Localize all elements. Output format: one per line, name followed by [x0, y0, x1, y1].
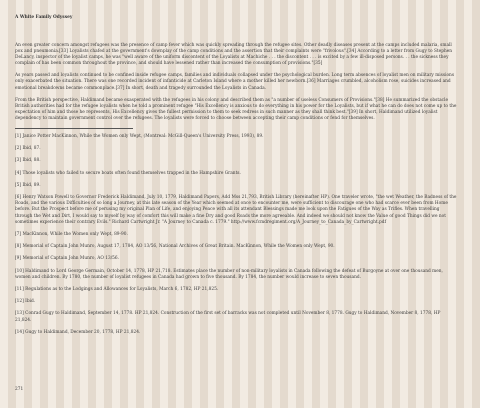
- footnote: [9] Memorial of Captain John Munro, AO 13/56.: [15, 256, 119, 262]
- paragraph: An even greater concern amongst refugees was the presence of camp fever which was quickly spreading through the refugee sites. Other deadly diseases present at the camps included malaria, small pox and pneumonia.[33] Loyalists chafed at the government's downplay of the camp conditions and the assertion that their complaints were "frivolous".[34] According to a letter from Gugy to Stephen DeLancy, inspector of the loyalist camps, he was "well aware of the uniform discontent of the Loyalists at Machiche . . . the discontent . . . is excited by a few ill-disposed persons. . . the sickness they complain of has been common throughout the province, and should have lessened rather than increased the consumption of provisions."[35]: [15, 43, 453, 67]
- page-number: 271: [15, 387, 24, 392]
- body-text: [15, 43, 458, 342]
- footnote: [12] Ibid.: [15, 299, 36, 305]
- footnote: [6] Henry Watson Powell to Governor Frederick Haldimand, July 10, 1779, Haldimand Papers, Add Mss 21,793, British Library (hereinafter HP). One traveler wrote, "the wet Weather, the Badness of the Roads, and the various Difficulties of so long a Journey, at this late season of the Year which seemed at once to encounter me, were sufficient to discourage one who had scarce ever been from Home before. But the Prospect before me of perusing my original Plan of Life, and enjoying Peace with all its attendant Blessings made me look upon the Fatigues of the Way as Trifles. When travelling through the Wet and Dirt, I would say to myself by way of comfort this will make a fine Dry and good Roads the more agreeable. And indeed we should not know the Value of good Things did we not sometimes experience their contrary Evils." Richard Cartwright Jr. "A Journey to Canada c. 1779." http://www.fcmdregiment.org/A_Journey_to_Canada_by_Cartwright.pdf: [15, 195, 457, 225]
- footnote: [8] Memorial of Captain John Munro, August 17, 1784, AO 13/56, National Archives of Great Britain. MacKinnon, While the Women only Wept, 90.: [15, 244, 335, 250]
- footnote: [3] Ibid, 88.: [15, 158, 41, 164]
- running-head: A White Family Odyssey: [15, 15, 73, 20]
- footnote: [13] Conrad Gugy to Haldimand, September 14, 1778. HP 21,824. Construction of the first set of barracks was not completed until November 8, 1778. Gugy to Haldimand, November 8, 1778, HP 21,824.: [15, 311, 441, 323]
- footnotes: [15, 134, 458, 336]
- paragraph: From the British perspective, Haldimand became exasperated with the refugees in his colony and described them as "a number of useless Consumers of Provisions."[38] He summarized the obstacle British authorities had for the refugee loyalists when he told a prominent refugee "His Excellency is anxious to do everything in his power for the Loyalists, but if what he can do does not come up to the expectation of him and those he represents, His Excellency gives the fullest permission to them to seek redress in such manner as they shall think best."[39] In short, Haldimand utilized loyalist dependency to maintain government control over the refugees. The loyalists were forced to choose between accepting their camp conditions or fend for themselves.: [15, 97, 457, 121]
- footnote: [1] Janice Potter MacKinnon, While the Women only Wept, (Montreal: McGill-Queen's University Press, 1993), 89.: [15, 134, 264, 140]
- footnote: [7] MacKinnon, While the Women only Wept, 89-90.: [15, 232, 128, 238]
- footnote: [10] Haldimand to Lord George Germain, October 14, 1778, HP 21,718. Estimates place the number of non-military loyalists in Canada following the defeat of Burgoyne at over one thousand men, women and children. By 1780, the number of loyalist refugees in Canada had grown to five thousand. By 1784, the number would increase to seven thousand.: [15, 268, 443, 280]
- footnote: [4] Those loyalists who failed to secure boats often found themselves trapped in the Hampshire Grants.: [15, 170, 241, 176]
- footnote-divider: [15, 128, 133, 129]
- footnote: [14] Gugy to Haldimand, December 20, 1778, HP 21,824.: [15, 329, 141, 335]
- footnote: [2] Ibid, 87.: [15, 146, 41, 152]
- paragraph: As years passed and loyalists continued to be confined inside refugee camps, families and individuals collapsed under the psychological burden. Long term absences of loyalist men on military missions only exacerbated the situation. There was one recorded incident of infanticide at Carleton Island where a mother killed her newborn.[36] Marriages crumbled, alcoholism rose, suicides increased and emotional breakdowns became commonplace.[37] In short, death and tragedy surrounded the Loyalists in Canada.: [15, 73, 455, 91]
- footnote: [11] Regulations as to the Lodgings and Allowances for Loyalists, March 6, 1782, HP 21,825.: [15, 287, 219, 293]
- footnote: [5] Ibid, 89.: [15, 182, 41, 188]
